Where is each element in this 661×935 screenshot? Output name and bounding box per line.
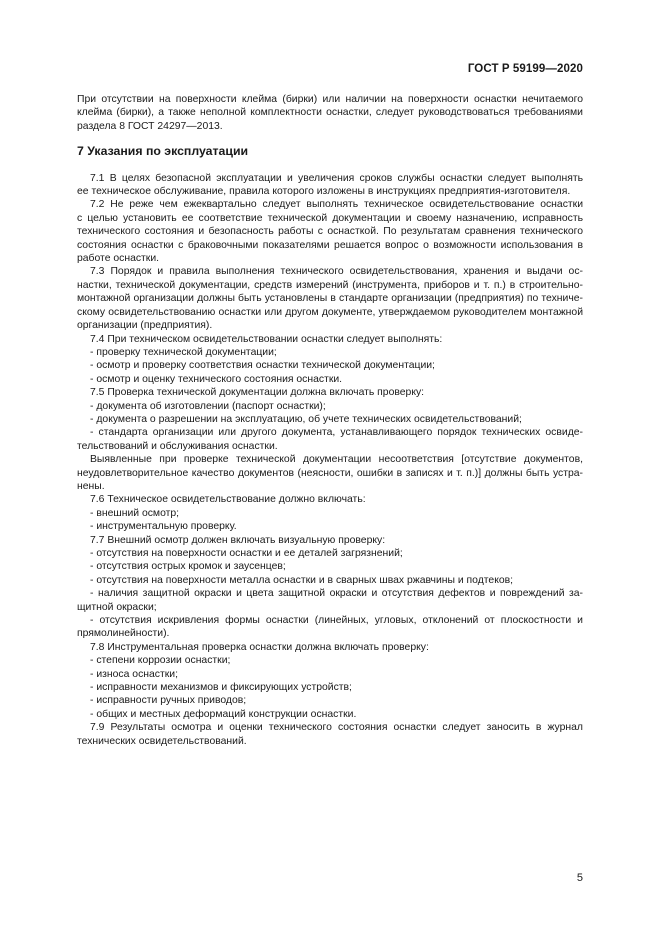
text-line: состояния оснастки с браковочными показателями решается вопрос о возможности использования в [77,239,583,251]
text-line: технического состояния и безопасность работы с оснасткой. По результатам сравнения технического [77,226,583,238]
text-line: организации (предприятия). [77,320,213,332]
text-line: неудовлетворительное качество документов (неясности, ошибки в записях и т. п.)] должны быть устра- [77,467,583,479]
text-line: прямолинейности). [77,628,170,640]
text-line: - отсутствия острых кромок и заусенцев; [90,561,286,573]
text-line: - документа об изготовлении (паспорт оснастки); [90,400,326,412]
text-line: тельствований и обслуживания оснастки. [77,440,278,452]
text-line: - проверку технической документации; [90,346,277,358]
page-number: 5 [576,872,583,884]
text-line: - документа о разрешении на эксплуатацию, об учете технических освидетельствований; [90,413,522,425]
text-line: работе оснастки. [77,253,160,265]
text-line: 7.5 Проверка технической документации должна включать проверку: [90,387,425,399]
text-line: 7.4 При техническом освидетельствовании оснастки следует выполнять: [90,333,443,345]
text-line: щитной окраски; [77,601,157,613]
text-line: - отсутствия на поверхности оснастки и ее деталей загрязнений; [90,548,403,559]
section-body [77,172,583,748]
text-line: - износа оснастки; [90,668,178,680]
intro-paragraph [77,93,583,133]
text-line: - исправности механизмов и фиксирующих устройств; [90,682,352,694]
text-line: - инструментальную проверку. [90,521,237,533]
text-line: 7.1 В целях безопасной эксплуатации и увеличения сроков службы оснастки следует выполнять [90,172,583,184]
text-line: с целью установить ее соответствие технической документации и своему назначению, исправность [77,212,583,224]
text-line: 7.2 Не реже чем ежеквартально следует выполнять техническое освидетельствование оснастки [90,199,583,211]
text-line: - наличия защитной окраски и цвета защитной окраски и отсутствия дефектов и повреждений за- [90,588,583,600]
text-line: Выявленные при проверке технической документации несоответствия [отсутствие документов, [90,454,583,466]
section-title: 7 Указания по эксплуатации [77,144,249,159]
text-line: - внешний осмотр; [90,507,180,519]
text-line: ее техническое обслуживание, правила которого изложены в инструкциях предприятия-изготовителя. [77,186,571,198]
text-line: - стандарта организации или другого документа, устанавливающего порядок технических освиде- [90,427,583,439]
text-line: 7.7 Внешний осмотр должен включать визуальную проверку: [90,534,386,546]
text-line: - общих и местных деформаций конструкции оснастки. [90,708,357,720]
text-line: 7.9 Результаты осмотра и оценки технического состояния оснастки следует заносить в журнал [90,722,583,734]
text-line: нены. [77,480,105,492]
text-line: клейма (бирки), а также неполной комплектности оснастки, следует руководствоваться требованиями [77,107,583,119]
text-line: - отсутствия искривления формы оснастки (линейных, угловых, отклонений от плоскостности и [90,615,583,627]
text-line: - осмотр и проверку соответствия оснастки технической документации; [90,360,435,372]
text-line: монтажной организации должны быть установлены в стандарте организации (предприятия) по техниче- [77,293,583,305]
text-line: - исправности ручных приводов; [90,695,247,707]
text-line: - осмотр и оценку технического состояния оснастки. [90,373,343,385]
text-line: 7.3 Порядок и правила выполнения технического освидетельствования, хранения и выдачи ос- [90,266,583,278]
document-number: ГОСТ Р 59199—2020 [467,63,583,75]
text-line: скому освидетельствованию оснастки или другом документе, утверждаемом руководителем монтажной [77,306,583,318]
page-content [77,93,583,748]
text-line: - степени коррозии оснастки; [90,655,231,667]
text-line: технических освидетельствований. [77,735,247,747]
text-line: 7.8 Инструментальная проверка оснастки должна включать проверку: [90,641,429,653]
text-line: раздела 8 ГОСТ 24297—2013. [77,120,223,132]
text-line: 7.6 Техническое освидетельствование должно включать: [90,494,366,506]
text-line: - отсутствия на поверхности металла оснастки и в сварных швах ржавчины и подтеков; [90,574,514,586]
text-line: При отсутствии на поверхности клейма (бирки) или наличии на поверхности оснастки нечитаемого [77,94,583,105]
text-line: настки, технической документации, средств измерений (инструмента, приборов и т. п.) в строительно- [77,279,583,291]
